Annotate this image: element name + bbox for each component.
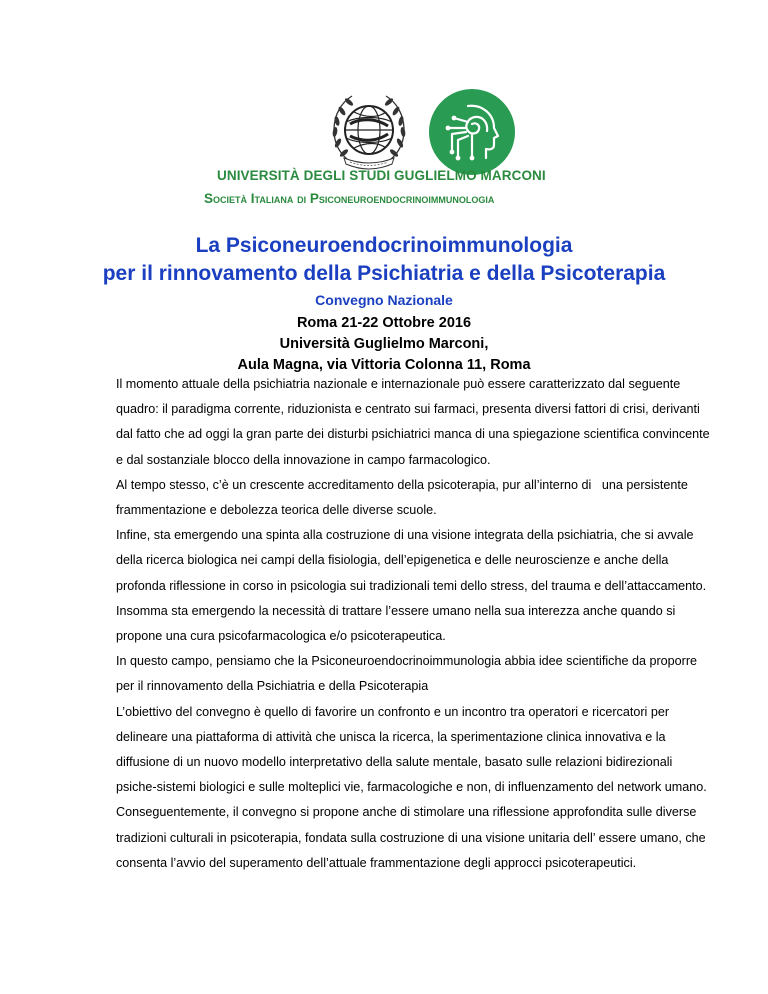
- event-venue: Università Guglielmo Marconi,: [279, 336, 489, 352]
- page-title: [0, 232, 768, 288]
- society-name: Società Italiana di Psiconeuroendocrinoimmunologia: [204, 191, 495, 206]
- paragraph: Il momento attuale della psichiatria nazionale e internazionale può essere caratterizzato dal seguente quadro: il paradigma corrente, riduzionista e centrato sui farmaci, presenta diversi fattori di crisi, derivanti dal fatto che ad oggi la gran parte dei disturbi psichiatrici manca di una spiegazione scientifica convincente e dal sostanziale blocco della innovazione in campo farmacologico.: [116, 377, 710, 467]
- event-type: Convegno Nazionale: [315, 292, 453, 308]
- paragraph: L’obiettivo del convegno è quello di favorire un confronto e un incontro tra operatori e ricercatori per delineare una piattaforma di attività che unisca la ricerca, la sperimentazione clinica innovativa e la diffusione di un nuovo modello interpretativo della salute mentale, basato sulle relazioni bidirezionali psiche-sistemi biologici e sulle molteplici vie, farmacologiche e non, di influenzamento del network umano.: [116, 704, 707, 795]
- sipnei-head-icon: [428, 88, 516, 176]
- university-seal-icon: [326, 88, 412, 174]
- event-address: Aula Magna, via Vittoria Colonna 11, Roma: [237, 357, 531, 373]
- university-name: UNIVERSITÀ DEGLI STUDI GUGLIELMO MARCONI: [217, 168, 546, 183]
- body-text: [116, 372, 716, 876]
- event-info: [0, 313, 768, 376]
- title-line-1: La Psiconeuroendocrinoimmunologia: [195, 234, 573, 257]
- paragraph: Al tempo stesso, c’è un crescente accreditamento della psicoterapia, pur all’interno di una persistente frammentazione e debolezza teorica delle diverse scuole.: [116, 477, 692, 518]
- paragraph: In questo campo, pensiamo che la Psiconeuroendocrinoimmunologia abbia idee scientifiche da proporre per il rinnovamento della Psichiatria e della Psicoterapia: [116, 654, 698, 694]
- event-dates: Roma 21-22 Ottobre 2016: [296, 315, 472, 331]
- paragraph: Insomma sta emergendo la necessità di trattare l’essere umano nella sua interezza anche quando si propone una cura psicofarmacologica e/o psicoterapeutica.: [116, 603, 676, 644]
- paragraph: Conseguentemente, il convegno si propone anche di stimolare una riflessione approfondita sulle diverse tradizioni culturali in psicoterapia, fondata sulla costruzione di una visione unitaria dell’ essere umano, che consenta l’avvio del superamento dell’attuale frammentazione degli approcci psicoterapeutici.: [116, 805, 706, 870]
- paragraph: Infine, sta emergendo una spinta alla costruzione di una visione integrata della psichiatria, che si avvale della ricerca biologica nei campi della fisiologia, dell’epigenetica e delle neuroscienze e anche della profonda riflessione in corso in psicologia sui tradizionali temi dello stress, del trauma e dell’attaccamento.: [116, 528, 707, 593]
- logos-row: [0, 88, 768, 178]
- title-line-2: per il rinnovamento della Psichiatria e della Psicoterapia: [102, 262, 666, 285]
